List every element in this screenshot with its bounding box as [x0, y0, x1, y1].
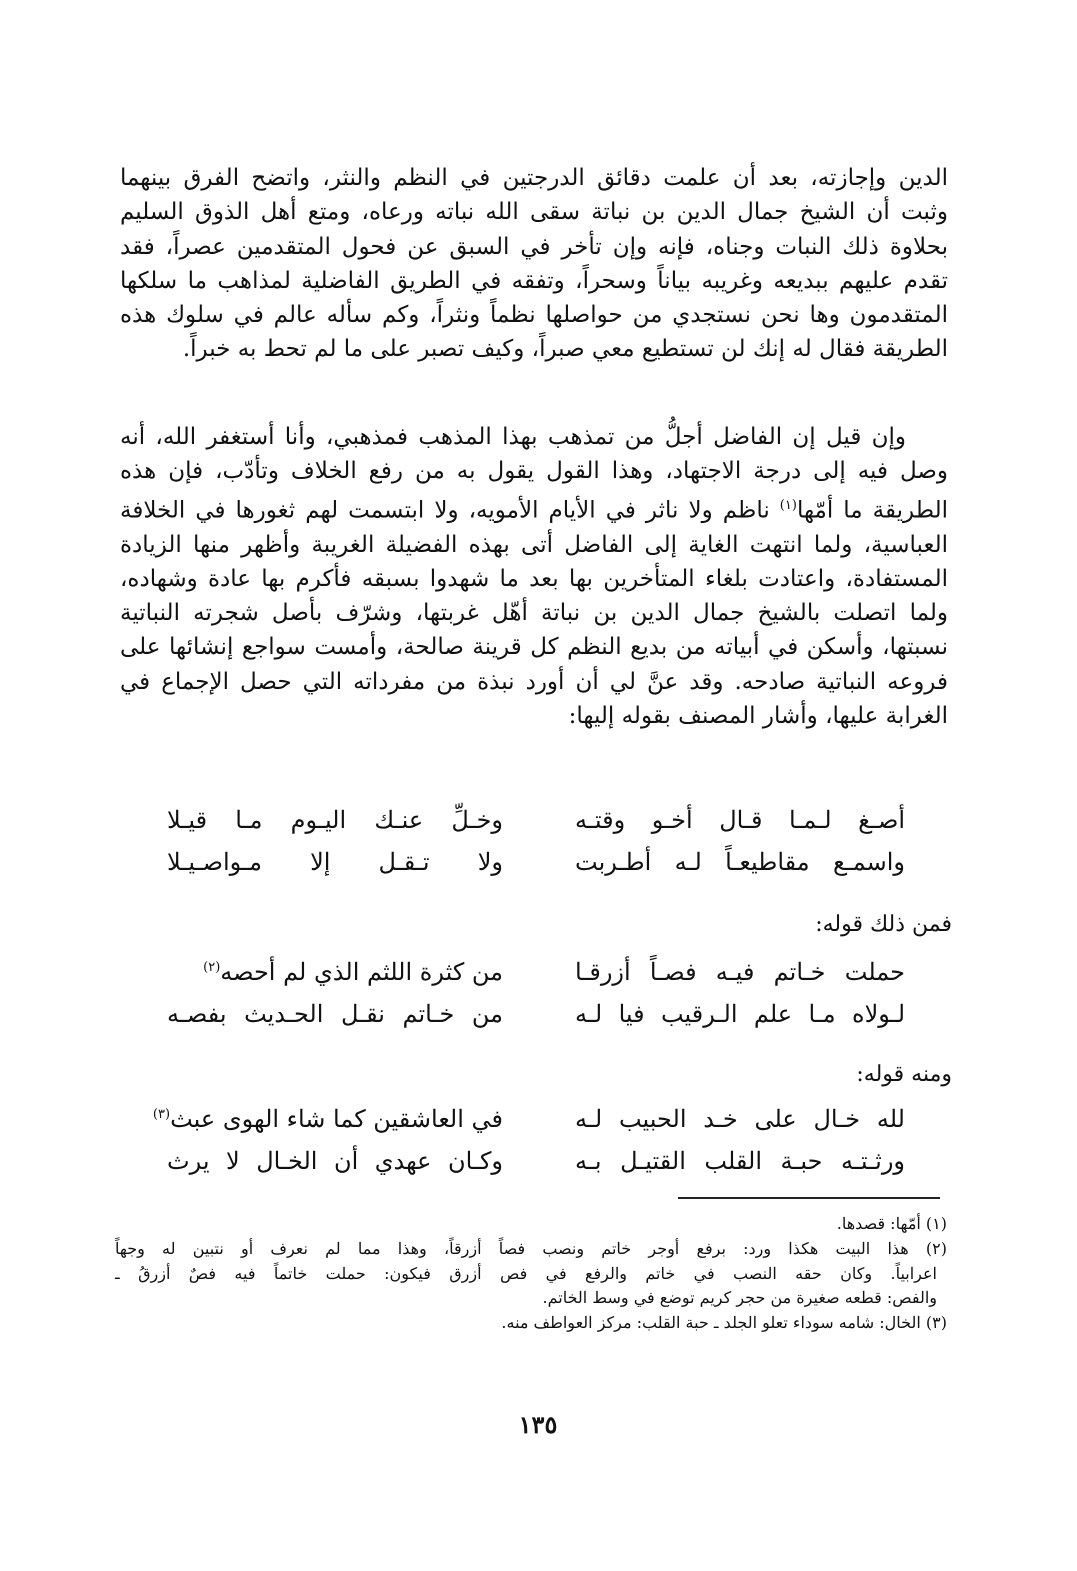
verse-hemistich-second: وكـان عهدي أن الخـال لا يرث: [167, 1147, 503, 1175]
text-line: المتقدمون وها نحن نستجدي من حواصلها نظماً ونثراً، وكم سأله عالم في سلوك هذه: [120, 302, 948, 329]
footnote-divider: [678, 1197, 940, 1199]
verse-hemistich-first: واسمـع مقاطيعـاً لـه أطـربت: [575, 848, 905, 876]
verse-line: [152, 1105, 905, 1145]
text-line: العباسية، ولما انتهت الغاية إلى الفاضل أتى بهذه الفضيلة الغريبة وأظهر منها الزيادة: [120, 531, 948, 558]
text-line: [120, 489, 948, 528]
footnote-2: (٢) هذا البيت هكذا ورد: برفع أوجر خاتم ونصب فصاً أزرقاً، وهذا مما لم نعرف أو نتبين له وجهاً: [115, 1238, 948, 1258]
text-line: فروعه النباتية صادحه. وقد عنَّ لي أن أورد نبذة من مفرداته التي حصل الإجماع في: [120, 668, 948, 695]
text-fragment: ناظم ولا ناثر في الأيام الأمويه، ولا ابتسمت لهم ثغورها في الخلافة: [120, 497, 770, 524]
footnote-marker-3: (٣): [152, 1107, 171, 1122]
text-line: الغرابة عليها، وأشار المصنف بقوله إليها:: [568, 703, 948, 730]
verse-intro: فمن ذلك قوله:: [815, 912, 952, 937]
verse-line: [165, 958, 905, 998]
verse-line: [165, 806, 905, 846]
verse-hemistich-second: [152, 1105, 503, 1133]
text-line: وثبت أن الشيخ جمال الدين بن نباتة سقى الله نباته ورعاه، ومتع أهل الذوق السليم: [120, 199, 948, 226]
verse-block-3: [152, 1105, 905, 1195]
verse-line: [165, 1147, 905, 1187]
text-line: الطريقة فقال له إنك لن تستطيع معي صبراً، وكيف تصبر على ما لم تحط به خبراً.: [182, 336, 948, 363]
text-line: وإن قيل إن الفاضل أجلُّ من تمذهب بهذا المذهب فمذهبي، وأنا أستغفر الله، أنه: [120, 424, 906, 450]
text-line: تقدم عليهم ببديعه وغريبه بياناً وسحراً، وتفقه في الطريق الفاضلية لمذاهب ما سلكها: [120, 267, 948, 294]
text-line: الدين وإجازته، بعد أن علمت دقائق الدرجتين في النظم والنثر، واتضح الفرق بينهما: [120, 165, 948, 191]
verse-text: من كثرة اللثم الذي لم أحصه: [220, 958, 503, 986]
verse-block-1: [165, 806, 905, 896]
footnote-2-continued: والفص: قطعه صغيرة من حجر كريم توضع في وسط الخاتم.: [542, 1288, 937, 1308]
text-fragment: الطريقة ما أمّها: [796, 497, 948, 524]
paragraph-2: [120, 420, 948, 733]
text-line: المستفادة، واعتادت بلغاء المتأخرين بها بعد ما شهدوا بسبقه فأكرم بها عادة وشهاده،: [120, 565, 948, 592]
text-line: نسبتها، وأسكن في أبياته من بديع النظم كل قرينة صالحة، وأمست سواجع إنشائها على: [120, 634, 948, 661]
text-line: وصل فيه إلى درجة الاجتهاد، وهذا القول يقول به من رفع الخلاف وتأدّب، فإن هذه: [120, 458, 948, 485]
verse-hemistich-second: وخـلِّ عنـك اليـوم مـا قيـلا: [167, 806, 503, 834]
verse-hemistich-first: لـولاه مـا علم الـرقيب فيا لـه: [575, 1000, 905, 1028]
footnote-2-continued: اعرابياً. وكان حقه النصب في خاتم والرفع في فص أزرق فيكون: حملت خاتماً فيه فصٌ أزرقُ ـ: [115, 1263, 937, 1283]
footnotes: [115, 1212, 947, 1336]
verse-hemistich-first: لله خـال على خـد الحبيب لـه: [575, 1105, 905, 1133]
verse-hemistich-first: حملت خـاتم فيـه فصـاً أزرقـا: [575, 958, 905, 986]
footnote-marker-1: (١): [779, 497, 797, 513]
footnote-3: (٣) الخال: شامه سوداء تعلو الجلد ـ حبة القلب: مركز العواطف منه.: [501, 1313, 947, 1333]
verse-hemistich-second: من خـاتم نقـل الحـديث بفصـه: [167, 1000, 503, 1028]
verse-line: [165, 848, 905, 888]
verse-hemistich-first: أصـغ لـمـا قـال أخـو وقتـه: [575, 806, 905, 834]
verse-block-2: [165, 958, 905, 1048]
footnote-1: (١) أمّها: قصدها.: [836, 1214, 947, 1233]
verse-hemistich-second: ولا تـقـل إلا مـواصـيـلا: [167, 848, 503, 876]
paragraph-1: [120, 161, 948, 367]
verse-text: في العاشقين كما شاء الهوى عبث: [170, 1105, 503, 1133]
verse-intro: ومنه قوله:: [856, 1062, 952, 1087]
verse-hemistich-first: ورثـتـه حبـة القلب القتيـل بـه: [575, 1147, 905, 1175]
verse-line: [165, 1000, 905, 1040]
text-line: ولما اتصلت بالشيخ جمال الدين بن نباتة أهّل غربتها، وشرّف بأصل شجرته النباتية: [120, 600, 948, 627]
text-line: بحلاوة ذلك النبات وجناه، فإنه وإن تأخر في السبق عن فحول المتقدمين عصراً، فقد: [120, 233, 948, 260]
verse-hemistich-second: [167, 958, 503, 986]
page-number: ١٣٥: [518, 1410, 558, 1439]
footnote-marker-2: (٢): [203, 960, 221, 975]
